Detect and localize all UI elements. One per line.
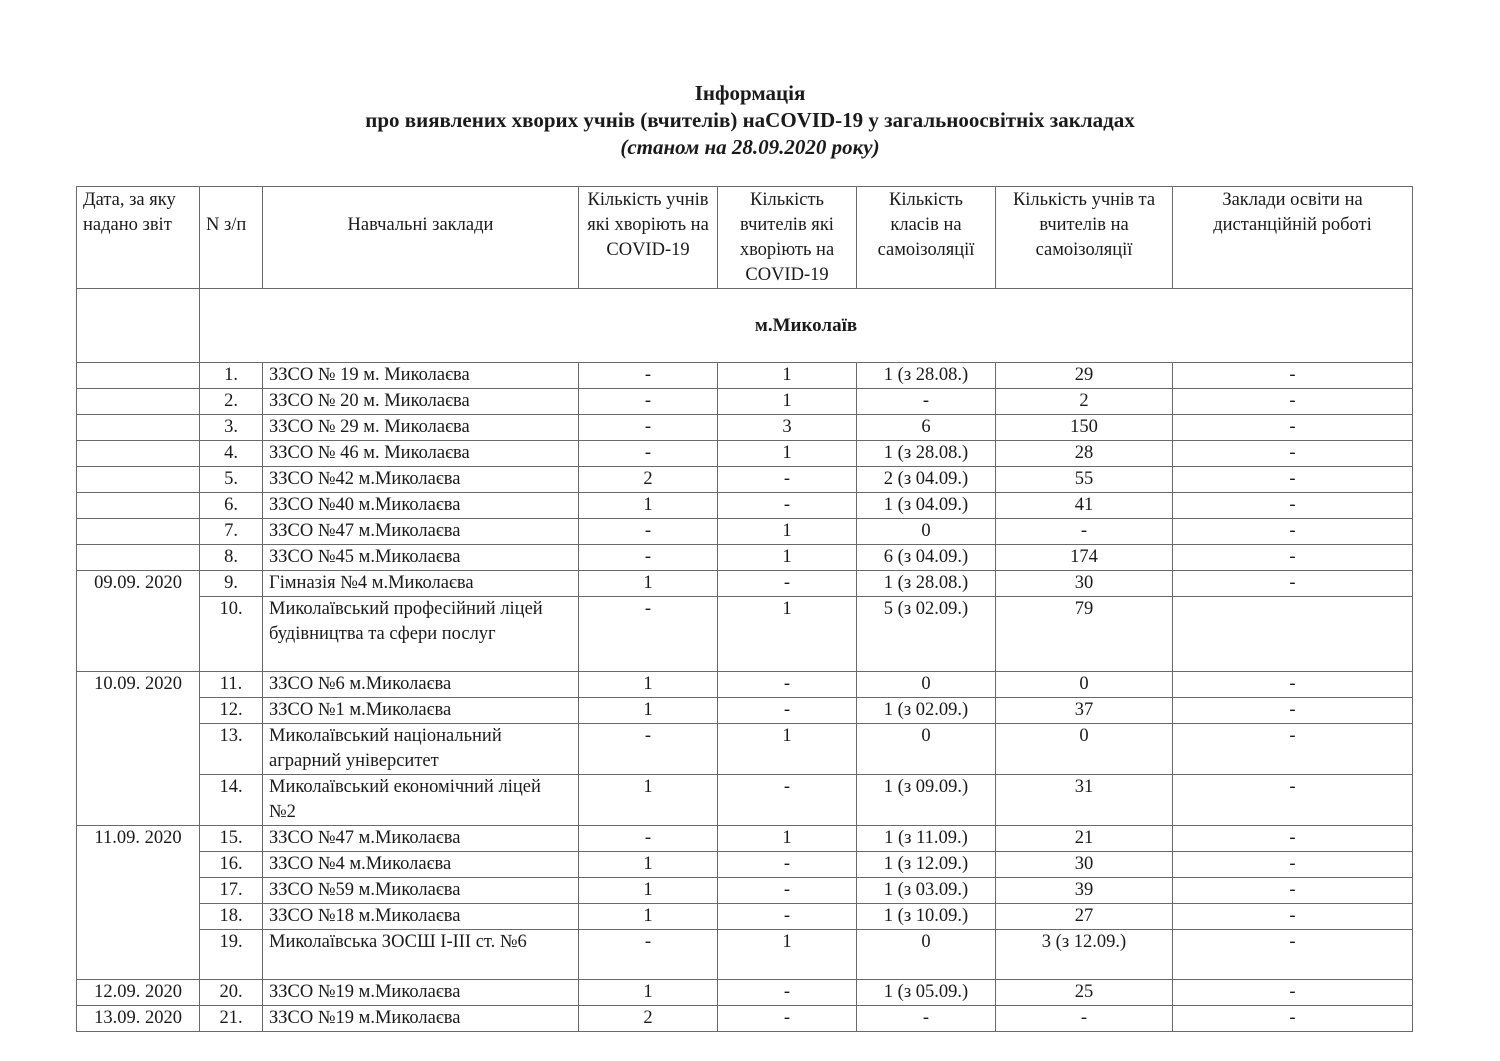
students-sick: -: [579, 415, 718, 441]
table-row: [77, 672, 1413, 698]
students-sick: 1: [579, 672, 718, 698]
covid-report-table: [76, 186, 1413, 1032]
institution-name: ЗЗСО №19 м.Миколаєва: [263, 1006, 579, 1032]
date-cell: [77, 545, 200, 571]
students-sick: 1: [579, 852, 718, 878]
institution-name: ЗЗСО №6 м.Миколаєва: [263, 672, 579, 698]
row-number: 18.: [200, 904, 263, 930]
classes-isolated: 1 (з 11.09.): [857, 826, 996, 852]
people-isolated: 28: [996, 441, 1173, 467]
people-isolated: 30: [996, 571, 1173, 597]
title-subheading: про виявлених хворих учнів (вчителів) наCOVID-19 у загальноосвітніх закладах: [365, 108, 1135, 132]
remote-status: -: [1173, 852, 1413, 878]
header-teachers-sick: Кількість вчителів які хворіють на COVID-19: [718, 187, 857, 289]
classes-isolated: 0: [857, 930, 996, 980]
teachers-sick: -: [718, 672, 857, 698]
classes-isolated: 1 (з 12.09.): [857, 852, 996, 878]
report-date: 11.09. 2020: [77, 826, 200, 980]
table-row: [77, 878, 1413, 904]
students-sick: 1: [579, 493, 718, 519]
people-isolated: 2: [996, 389, 1173, 415]
students-sick: 1: [579, 698, 718, 724]
remote-status: -: [1173, 545, 1413, 571]
classes-isolated: 1 (з 28.08.): [857, 441, 996, 467]
title-heading: Інформація: [694, 81, 806, 105]
table-row: [77, 980, 1413, 1006]
header-remote: Заклади освіти на дистанційній роботі: [1173, 187, 1413, 289]
students-sick: -: [579, 389, 718, 415]
section-date-cell: [77, 289, 200, 363]
report-date: 13.09. 2020: [77, 1006, 200, 1032]
institution-name: ЗЗСО №40 м.Миколаєва: [263, 493, 579, 519]
people-isolated: 150: [996, 415, 1173, 441]
students-sick: -: [579, 441, 718, 467]
table-row: [77, 904, 1413, 930]
teachers-sick: 1: [718, 363, 857, 389]
people-isolated: 30: [996, 852, 1173, 878]
students-sick: -: [579, 930, 718, 980]
date-cell: [77, 389, 200, 415]
classes-isolated: 6 (з 04.09.): [857, 545, 996, 571]
remote-status: -: [1173, 930, 1413, 980]
people-isolated: -: [996, 1006, 1173, 1032]
teachers-sick: 1: [718, 545, 857, 571]
remote-status: -: [1173, 698, 1413, 724]
teachers-sick: -: [718, 852, 857, 878]
remote-status: -: [1173, 775, 1413, 826]
remote-status: -: [1173, 826, 1413, 852]
students-sick: 1: [579, 904, 718, 930]
students-sick: -: [579, 597, 718, 672]
header-students-sick: Кількість учнів які хворіють на COVID-19: [579, 187, 718, 289]
remote-status: -: [1173, 980, 1413, 1006]
remote-status: -: [1173, 724, 1413, 775]
classes-isolated: -: [857, 1006, 996, 1032]
people-isolated: 0: [996, 724, 1173, 775]
people-isolated: 39: [996, 878, 1173, 904]
teachers-sick: 1: [718, 441, 857, 467]
table-header-row: [77, 187, 1413, 289]
teachers-sick: 1: [718, 724, 857, 775]
classes-isolated: 1 (з 05.09.): [857, 980, 996, 1006]
row-number: 11.: [200, 672, 263, 698]
table-row: [77, 571, 1413, 597]
classes-isolated: 6: [857, 415, 996, 441]
institution-name: ЗЗСО №1 м.Миколаєва: [263, 698, 579, 724]
students-sick: -: [579, 545, 718, 571]
header-institution: Навчальні заклади: [263, 187, 579, 289]
remote-status: -: [1173, 571, 1413, 597]
institution-name: ЗЗСО №47 м.Миколаєва: [263, 519, 579, 545]
report-date: 10.09. 2020: [77, 672, 200, 826]
teachers-sick: 1: [718, 389, 857, 415]
people-isolated: 55: [996, 467, 1173, 493]
remote-status: -: [1173, 363, 1413, 389]
students-sick: -: [579, 363, 718, 389]
title-date: (станом на 28.09.2020 року): [620, 135, 880, 159]
table-row: [77, 545, 1413, 571]
people-isolated: 21: [996, 826, 1173, 852]
institution-name: Миколаївський професійний ліцей будівництва та сфери послуг: [263, 597, 579, 672]
date-cell: [77, 441, 200, 467]
institution-name: Гімназія №4 м.Миколаєва: [263, 571, 579, 597]
classes-isolated: 2 (з 04.09.): [857, 467, 996, 493]
table-row: [77, 724, 1413, 775]
row-number: 15.: [200, 826, 263, 852]
row-number: 2.: [200, 389, 263, 415]
students-sick: 1: [579, 775, 718, 826]
table-row: [77, 930, 1413, 980]
date-cell: [77, 519, 200, 545]
row-number: 14.: [200, 775, 263, 826]
report-date: 12.09. 2020: [77, 980, 200, 1006]
table-row: [77, 441, 1413, 467]
institution-name: ЗЗСО №19 м.Миколаєва: [263, 980, 579, 1006]
row-number: 5.: [200, 467, 263, 493]
people-isolated: 79: [996, 597, 1173, 672]
row-number: 12.: [200, 698, 263, 724]
teachers-sick: 1: [718, 826, 857, 852]
row-number: 1.: [200, 363, 263, 389]
students-sick: 1: [579, 980, 718, 1006]
teachers-sick: -: [718, 467, 857, 493]
students-sick: 2: [579, 1006, 718, 1032]
institution-name: Миколаївський національний аграрний університет: [263, 724, 579, 775]
row-number: 3.: [200, 415, 263, 441]
institution-name: Миколаївський економічний ліцей №2: [263, 775, 579, 826]
students-sick: 1: [579, 878, 718, 904]
institution-name: ЗЗСО №4 м.Миколаєва: [263, 852, 579, 878]
people-isolated: 37: [996, 698, 1173, 724]
teachers-sick: 1: [718, 930, 857, 980]
classes-isolated: 1 (з 02.09.): [857, 698, 996, 724]
remote-status: -: [1173, 467, 1413, 493]
table-row: [77, 389, 1413, 415]
header-people-isolated: Кількість учнів та вчителів на самоізоляції: [996, 187, 1173, 289]
table-row: [77, 597, 1413, 672]
date-cell: [77, 493, 200, 519]
students-sick: -: [579, 519, 718, 545]
students-sick: 2: [579, 467, 718, 493]
classes-isolated: -: [857, 389, 996, 415]
row-number: 9.: [200, 571, 263, 597]
teachers-sick: 1: [718, 519, 857, 545]
table-row: [77, 826, 1413, 852]
row-number: 4.: [200, 441, 263, 467]
table-row: [77, 698, 1413, 724]
students-sick: 1: [579, 571, 718, 597]
row-number: 17.: [200, 878, 263, 904]
classes-isolated: 1 (з 04.09.): [857, 493, 996, 519]
section-row: [77, 289, 1413, 363]
row-number: 21.: [200, 1006, 263, 1032]
teachers-sick: -: [718, 1006, 857, 1032]
remote-status: -: [1173, 389, 1413, 415]
institution-name: ЗЗСО № 19 м. Миколаєва: [263, 363, 579, 389]
people-isolated: 29: [996, 363, 1173, 389]
people-isolated: 174: [996, 545, 1173, 571]
row-number: 6.: [200, 493, 263, 519]
institution-name: ЗЗСО № 46 м. Миколаєва: [263, 441, 579, 467]
row-number: 20.: [200, 980, 263, 1006]
classes-isolated: 1 (з 10.09.): [857, 904, 996, 930]
section-title: м.Миколаїв: [200, 289, 1413, 363]
teachers-sick: 1: [718, 597, 857, 672]
people-isolated: 41: [996, 493, 1173, 519]
classes-isolated: 0: [857, 672, 996, 698]
teachers-sick: 3: [718, 415, 857, 441]
remote-status: -: [1173, 672, 1413, 698]
people-isolated: 25: [996, 980, 1173, 1006]
institution-name: ЗЗСО №45 м.Миколаєва: [263, 545, 579, 571]
students-sick: -: [579, 826, 718, 852]
institution-name: ЗЗСО №47 м.Миколаєва: [263, 826, 579, 852]
row-number: 10.: [200, 597, 263, 672]
people-isolated: 31: [996, 775, 1173, 826]
table-row: [77, 467, 1413, 493]
institution-name: ЗЗСО № 20 м. Миколаєва: [263, 389, 579, 415]
people-isolated: 0: [996, 672, 1173, 698]
people-isolated: 3 (з 12.09.): [996, 930, 1173, 980]
teachers-sick: -: [718, 904, 857, 930]
header-number: N з/п: [200, 187, 263, 289]
date-cell: [77, 415, 200, 441]
table-row: [77, 1006, 1413, 1032]
remote-status: -: [1173, 441, 1413, 467]
row-number: 13.: [200, 724, 263, 775]
teachers-sick: -: [718, 698, 857, 724]
classes-isolated: 0: [857, 519, 996, 545]
teachers-sick: -: [718, 571, 857, 597]
table-row: [77, 493, 1413, 519]
classes-isolated: 1 (з 03.09.): [857, 878, 996, 904]
date-cell: [77, 363, 200, 389]
teachers-sick: -: [718, 878, 857, 904]
row-number: 19.: [200, 930, 263, 980]
institution-name: ЗЗСО №59 м.Миколаєва: [263, 878, 579, 904]
table-row: [77, 775, 1413, 826]
remote-status: -: [1173, 493, 1413, 519]
classes-isolated: 0: [857, 724, 996, 775]
table-row: [77, 415, 1413, 441]
document-title: [0, 80, 1500, 161]
date-cell: [77, 467, 200, 493]
header-date: Дата, за яку надано звіт: [77, 187, 200, 289]
institution-name: ЗЗСО №18 м.Миколаєва: [263, 904, 579, 930]
report-date: 09.09. 2020: [77, 571, 200, 672]
people-isolated: -: [996, 519, 1173, 545]
remote-status: -: [1173, 904, 1413, 930]
teachers-sick: -: [718, 493, 857, 519]
teachers-sick: -: [718, 980, 857, 1006]
institution-name: ЗЗСО №42 м.Миколаєва: [263, 467, 579, 493]
classes-isolated: 5 (з 02.09.): [857, 597, 996, 672]
remote-status: [1173, 597, 1413, 672]
table-row: [77, 519, 1413, 545]
remote-status: -: [1173, 878, 1413, 904]
institution-name: ЗЗСО № 29 м. Миколаєва: [263, 415, 579, 441]
remote-status: -: [1173, 519, 1413, 545]
row-number: 7.: [200, 519, 263, 545]
classes-isolated: 1 (з 28.08.): [857, 571, 996, 597]
table-row: [77, 852, 1413, 878]
row-number: 8.: [200, 545, 263, 571]
institution-name: Миколаївська ЗОСШ І-ІІІ ст. №6: [263, 930, 579, 980]
remote-status: -: [1173, 1006, 1413, 1032]
remote-status: -: [1173, 415, 1413, 441]
row-number: 16.: [200, 852, 263, 878]
students-sick: -: [579, 724, 718, 775]
table-row: [77, 363, 1413, 389]
header-classes-isolated: Кількість класів на самоізоляції: [857, 187, 996, 289]
people-isolated: 27: [996, 904, 1173, 930]
classes-isolated: 1 (з 28.08.): [857, 363, 996, 389]
teachers-sick: -: [718, 775, 857, 826]
classes-isolated: 1 (з 09.09.): [857, 775, 996, 826]
